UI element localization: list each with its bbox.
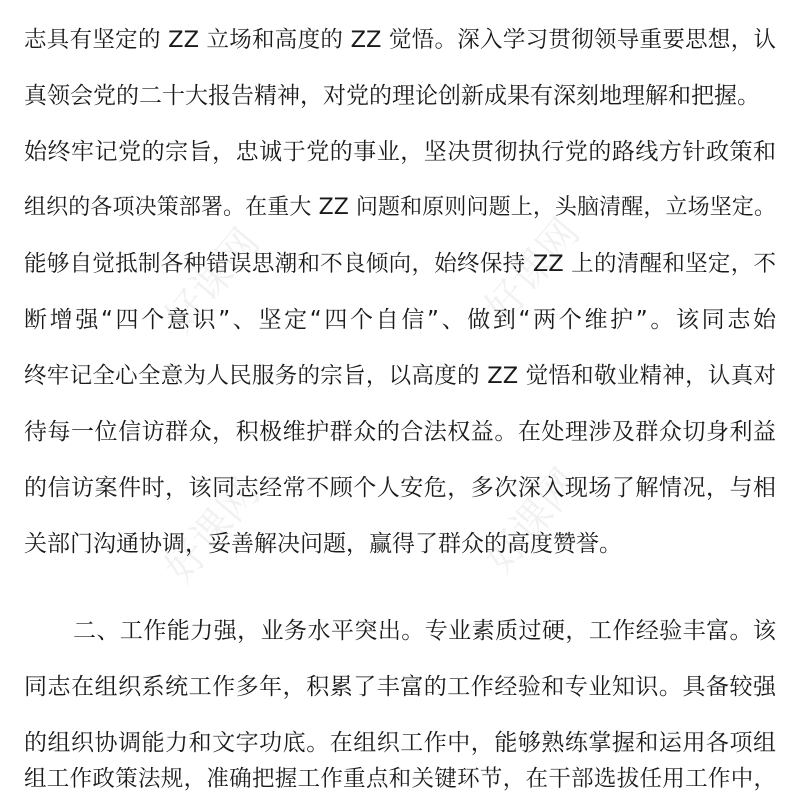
text-line: 断增强“四个意识”、坚定“四个自信”、做到“两个维护”。该同志始	[24, 307, 776, 333]
text-line: 待每一位信访群众，积极维护群众的合法权益。在处理涉及群众切身利益	[24, 419, 776, 445]
watermark: 好课网	[156, 220, 269, 342]
text-line: 真领会党的二十大报告精神，对党的理论创新成果有深刻地理解和把握。	[24, 83, 760, 109]
text-line: 组织的各项决策部署。在重大 ZZ 问题和原则问题上，头脑清醒，立场坚定。	[24, 195, 776, 220]
text-line: 组工作政策法规，准确把握工作重点和关键环节，在干部选拔任用工作中，	[24, 766, 776, 792]
text-line: 始终牢记党的宗旨，忠诚于党的事业，坚决贯彻执行党的路线方针政策和	[24, 139, 776, 165]
text-line: 同志在组织系统工作多年，积累了丰富的工作经验和专业知识。具备较强	[24, 674, 776, 700]
text-line: 的信访案件时，该同志经常不顾个人安危，多次深入现场了解情况，与相	[24, 475, 776, 501]
watermark: 好课网	[156, 470, 269, 592]
text-line: 终牢记全心全意为人民服务的宗旨，以高度的 ZZ 觉悟和敬业精神，认真对	[24, 363, 776, 389]
text-line: 关部门沟通协调，妥善解决问题，赢得了群众的高度赞誉。	[24, 531, 622, 557]
watermark: 好课网	[476, 210, 589, 332]
text-line: 能够自觉抵制各种错误思潮和不良倾向，始终保持 ZZ 上的清醒和坚定，不	[24, 251, 776, 277]
text-line: 的组织协调能力和文字功底。在组织工作中，能够熟练掌握和运用各项组	[24, 730, 776, 756]
text-line: 志具有坚定的 ZZ 立场和高度的 ZZ 觉悟。深入学习贯彻领导重要思想，认	[24, 27, 776, 53]
watermark: 好课网	[476, 460, 589, 582]
text-line: 二、工作能力强，业务水平突出。专业素质过硬，工作经验丰富。该	[73, 618, 776, 644]
